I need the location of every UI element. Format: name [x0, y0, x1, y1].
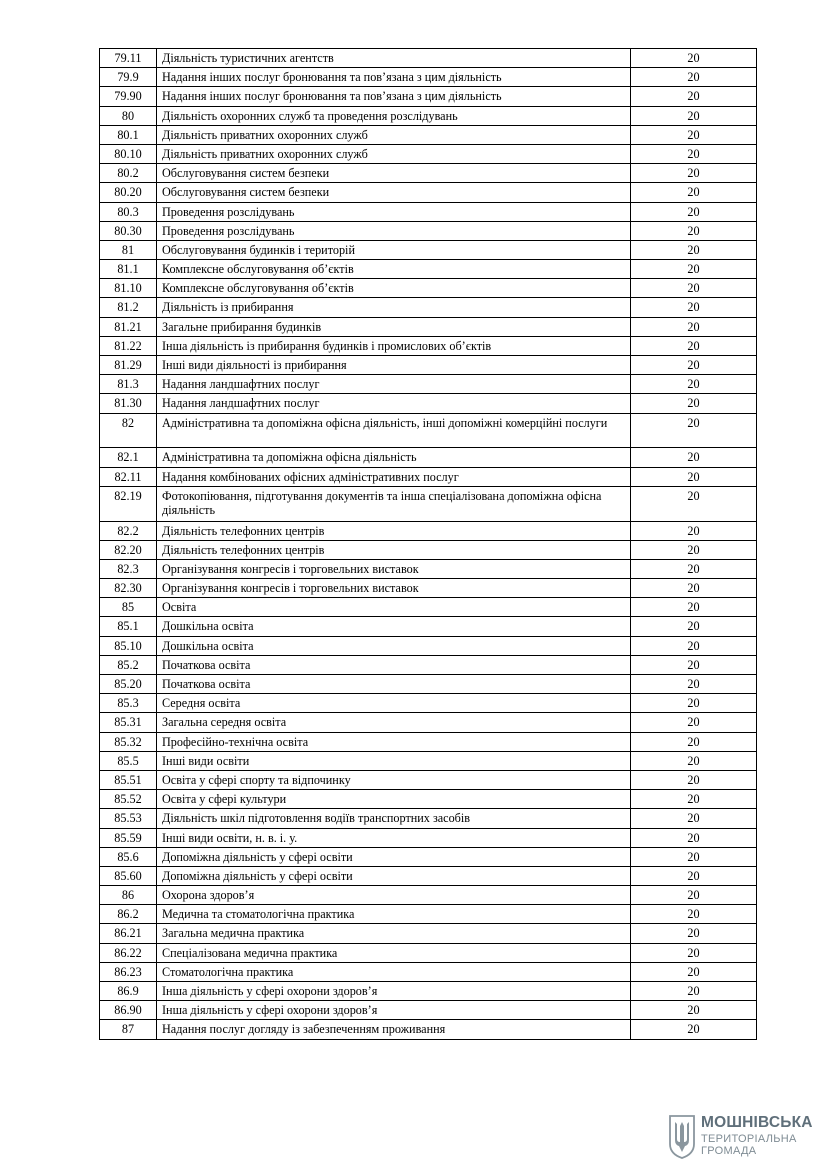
- code-cell: 86: [100, 886, 157, 905]
- rate-cell: 20: [631, 164, 757, 183]
- rate-cell: 20: [631, 106, 757, 125]
- table-row: [100, 413, 757, 448]
- table-row: [100, 164, 757, 183]
- table-row: [100, 87, 757, 106]
- activity-rates-table: [99, 48, 757, 1040]
- rate-cell: 20: [631, 260, 757, 279]
- name-cell: Початкова освіта: [157, 675, 631, 694]
- code-cell: 85.6: [100, 847, 157, 866]
- name-cell: Діяльність приватних охоронних служб: [157, 125, 631, 144]
- table-row: [100, 790, 757, 809]
- name-cell: Надання ландшафтних послуг: [157, 394, 631, 413]
- rate-cell: 20: [631, 202, 757, 221]
- code-cell: 80: [100, 106, 157, 125]
- name-cell: Загальна медична практика: [157, 924, 631, 943]
- name-cell: Діяльність телефонних центрів: [157, 521, 631, 540]
- table-row: [100, 144, 757, 163]
- code-cell: 82.2: [100, 521, 157, 540]
- code-cell: 79.90: [100, 87, 157, 106]
- table-row: [100, 943, 757, 962]
- code-cell: 86.21: [100, 924, 157, 943]
- code-cell: 82.20: [100, 540, 157, 559]
- name-cell: Початкова освіта: [157, 655, 631, 674]
- name-cell: Надання послуг догляду із забезпеченням проживання: [157, 1020, 631, 1039]
- rate-cell: 20: [631, 1001, 757, 1020]
- name-cell: Адміністративна та допоміжна офісна діяльність: [157, 448, 631, 467]
- table-row: [100, 486, 757, 521]
- name-cell: Діяльність із прибирання: [157, 298, 631, 317]
- name-cell: Середня освіта: [157, 694, 631, 713]
- code-cell: 85.53: [100, 809, 157, 828]
- table-row: [100, 905, 757, 924]
- name-cell: Діяльність телефонних центрів: [157, 540, 631, 559]
- code-cell: 79.11: [100, 49, 157, 68]
- table-row: [100, 579, 757, 598]
- name-cell: Охорона здоров’я: [157, 886, 631, 905]
- rate-cell: 20: [631, 598, 757, 617]
- rate-cell: 20: [631, 828, 757, 847]
- logo-line-2: ТЕРИТОРІАЛЬНА: [701, 1133, 797, 1145]
- logo-line-1: МОШНІВСЬКА: [701, 1114, 813, 1131]
- name-cell: Інша діяльність із прибирання будинків і промислових об’єктів: [157, 336, 631, 355]
- table-row: [100, 598, 757, 617]
- name-cell: Діяльність охоронних служб та проведення розслідувань: [157, 106, 631, 125]
- rate-cell: 20: [631, 49, 757, 68]
- code-cell: 80.10: [100, 144, 157, 163]
- rate-cell: 20: [631, 68, 757, 87]
- code-cell: 81.10: [100, 279, 157, 298]
- table-row: [100, 559, 757, 578]
- name-cell: Дошкільна освіта: [157, 617, 631, 636]
- rate-cell: 20: [631, 886, 757, 905]
- name-cell: Інші види освіти: [157, 751, 631, 770]
- name-cell: Допоміжна діяльність у сфері освіти: [157, 847, 631, 866]
- name-cell: Надання ландшафтних послуг: [157, 375, 631, 394]
- rate-cell: 20: [631, 298, 757, 317]
- code-cell: 85.51: [100, 770, 157, 789]
- name-cell: Дошкільна освіта: [157, 636, 631, 655]
- rate-cell: 20: [631, 317, 757, 336]
- name-cell: Надання інших послуг бронювання та пов’язана з цим діяльність: [157, 68, 631, 87]
- name-cell: Спеціалізована медична практика: [157, 943, 631, 962]
- table-row: [100, 1020, 757, 1039]
- code-cell: 82.19: [100, 486, 157, 521]
- code-cell: 82.3: [100, 559, 157, 578]
- code-cell: 80.20: [100, 183, 157, 202]
- table-row: [100, 732, 757, 751]
- name-cell: Медична та стоматологічна практика: [157, 905, 631, 924]
- rate-cell: 20: [631, 356, 757, 375]
- rate-cell: 20: [631, 559, 757, 578]
- table-row: [100, 260, 757, 279]
- code-cell: 80.2: [100, 164, 157, 183]
- table-row: [100, 106, 757, 125]
- rate-cell: 20: [631, 521, 757, 540]
- rate-cell: 20: [631, 87, 757, 106]
- rate-cell: 20: [631, 905, 757, 924]
- code-cell: 82.30: [100, 579, 157, 598]
- trident-emblem-icon: [668, 1114, 696, 1160]
- rate-cell: 20: [631, 924, 757, 943]
- logo-line-3: ГРОМАДА: [701, 1145, 757, 1157]
- table-body: [100, 49, 757, 1040]
- table-row: [100, 279, 757, 298]
- code-cell: 81.3: [100, 375, 157, 394]
- rate-cell: 20: [631, 943, 757, 962]
- code-cell: 85.20: [100, 675, 157, 694]
- table-row: [100, 298, 757, 317]
- code-cell: 81.30: [100, 394, 157, 413]
- name-cell: Освіта: [157, 598, 631, 617]
- code-cell: 81: [100, 240, 157, 259]
- table-row: [100, 202, 757, 221]
- rate-cell: 20: [631, 540, 757, 559]
- rate-cell: 20: [631, 790, 757, 809]
- code-cell: 80.30: [100, 221, 157, 240]
- rate-cell: 20: [631, 982, 757, 1001]
- code-cell: 82: [100, 413, 157, 448]
- rate-cell: 20: [631, 732, 757, 751]
- code-cell: 85.10: [100, 636, 157, 655]
- table-row: [100, 521, 757, 540]
- table-row: [100, 751, 757, 770]
- code-cell: 80.1: [100, 125, 157, 144]
- table-row: [100, 982, 757, 1001]
- code-cell: 85.31: [100, 713, 157, 732]
- code-cell: 85.5: [100, 751, 157, 770]
- table-row: [100, 221, 757, 240]
- name-cell: Інші види освіти, н. в. і. у.: [157, 828, 631, 847]
- code-cell: 80.3: [100, 202, 157, 221]
- code-cell: 85.52: [100, 790, 157, 809]
- name-cell: Обслуговування систем безпеки: [157, 164, 631, 183]
- table-row: [100, 125, 757, 144]
- rate-cell: 20: [631, 448, 757, 467]
- name-cell: Діяльність шкіл підготовлення водіїв транспортних засобів: [157, 809, 631, 828]
- rate-cell: 20: [631, 579, 757, 598]
- code-cell: 86.9: [100, 982, 157, 1001]
- rate-cell: 20: [631, 240, 757, 259]
- name-cell: Інша діяльність у сфері охорони здоров’я: [157, 982, 631, 1001]
- rate-cell: 20: [631, 713, 757, 732]
- name-cell: Діяльність приватних охоронних служб: [157, 144, 631, 163]
- table-row: [100, 770, 757, 789]
- name-cell: Інша діяльність у сфері охорони здоров’я: [157, 1001, 631, 1020]
- rate-cell: 20: [631, 751, 757, 770]
- table-row: [100, 886, 757, 905]
- name-cell: Організування конгресів і торговельних виставок: [157, 579, 631, 598]
- code-cell: 79.9: [100, 68, 157, 87]
- code-cell: 85.2: [100, 655, 157, 674]
- rate-cell: 20: [631, 636, 757, 655]
- rate-cell: 20: [631, 413, 757, 448]
- code-cell: 81.22: [100, 336, 157, 355]
- table-row: [100, 183, 757, 202]
- community-logo: [668, 1112, 818, 1162]
- name-cell: Діяльність туристичних агентств: [157, 49, 631, 68]
- name-cell: Проведення розслідувань: [157, 221, 631, 240]
- table-row: [100, 962, 757, 981]
- code-cell: 86.2: [100, 905, 157, 924]
- rate-cell: 20: [631, 486, 757, 521]
- name-cell: Надання інших послуг бронювання та пов’язана з цим діяльність: [157, 87, 631, 106]
- name-cell: Загальна середня освіта: [157, 713, 631, 732]
- name-cell: Освіта у сфері культури: [157, 790, 631, 809]
- rate-cell: 20: [631, 847, 757, 866]
- name-cell: Інші види діяльності із прибирання: [157, 356, 631, 375]
- name-cell: Освіта у сфері спорту та відпочинку: [157, 770, 631, 789]
- rate-cell: 20: [631, 125, 757, 144]
- code-cell: 85: [100, 598, 157, 617]
- table-row: [100, 809, 757, 828]
- rate-cell: 20: [631, 221, 757, 240]
- code-cell: 81.2: [100, 298, 157, 317]
- rate-cell: 20: [631, 694, 757, 713]
- table-row: [100, 356, 757, 375]
- name-cell: Обслуговування будинків і територій: [157, 240, 631, 259]
- table-row: [100, 636, 757, 655]
- code-cell: 86.90: [100, 1001, 157, 1020]
- code-cell: 82.1: [100, 448, 157, 467]
- name-cell: Допоміжна діяльність у сфері освіти: [157, 866, 631, 885]
- table-row: [100, 68, 757, 87]
- rate-cell: 20: [631, 962, 757, 981]
- name-cell: Обслуговування систем безпеки: [157, 183, 631, 202]
- code-cell: 86.23: [100, 962, 157, 981]
- table-row: [100, 924, 757, 943]
- rate-cell: 20: [631, 279, 757, 298]
- table-row: [100, 1001, 757, 1020]
- table-row: [100, 240, 757, 259]
- rate-cell: 20: [631, 467, 757, 486]
- code-cell: 82.11: [100, 467, 157, 486]
- code-cell: 85.60: [100, 866, 157, 885]
- name-cell: Професійно-технічна освіта: [157, 732, 631, 751]
- table-row: [100, 713, 757, 732]
- rate-cell: 20: [631, 144, 757, 163]
- name-cell: Надання комбінованих офісних адміністративних послуг: [157, 467, 631, 486]
- rate-cell: 20: [631, 617, 757, 636]
- table-row: [100, 448, 757, 467]
- name-cell: Адміністративна та допоміжна офісна діяльність, інші допоміжні комерційні послуги: [157, 413, 631, 448]
- code-cell: 85.1: [100, 617, 157, 636]
- name-cell: Стоматологічна практика: [157, 962, 631, 981]
- code-cell: 85.3: [100, 694, 157, 713]
- name-cell: Організування конгресів і торговельних виставок: [157, 559, 631, 578]
- table-row: [100, 540, 757, 559]
- table-row: [100, 694, 757, 713]
- code-cell: 85.59: [100, 828, 157, 847]
- name-cell: Комплексне обслуговування об’єктів: [157, 279, 631, 298]
- table-row: [100, 866, 757, 885]
- table-row: [100, 655, 757, 674]
- code-cell: 87: [100, 1020, 157, 1039]
- rate-cell: 20: [631, 375, 757, 394]
- name-cell: Фотокопіювання, підготування документів та інша спеціалізована допоміжна офісна діяльність: [157, 486, 631, 521]
- code-cell: 81.29: [100, 356, 157, 375]
- rate-cell: 20: [631, 183, 757, 202]
- table-row: [100, 828, 757, 847]
- rate-cell: 20: [631, 336, 757, 355]
- table-row: [100, 675, 757, 694]
- name-cell: Комплексне обслуговування об’єктів: [157, 260, 631, 279]
- rate-cell: 20: [631, 866, 757, 885]
- name-cell: Проведення розслідувань: [157, 202, 631, 221]
- code-cell: 86.22: [100, 943, 157, 962]
- rate-cell: 20: [631, 394, 757, 413]
- rate-cell: 20: [631, 1020, 757, 1039]
- code-cell: 81.21: [100, 317, 157, 336]
- rate-cell: 20: [631, 770, 757, 789]
- table-row: [100, 617, 757, 636]
- rate-cell: 20: [631, 655, 757, 674]
- rate-cell: 20: [631, 809, 757, 828]
- table-row: [100, 847, 757, 866]
- code-cell: 81.1: [100, 260, 157, 279]
- table-row: [100, 467, 757, 486]
- table-row: [100, 375, 757, 394]
- table-row: [100, 317, 757, 336]
- rate-cell: 20: [631, 675, 757, 694]
- table-row: [100, 49, 757, 68]
- name-cell: Загальне прибирання будинків: [157, 317, 631, 336]
- code-cell: 85.32: [100, 732, 157, 751]
- table-row: [100, 336, 757, 355]
- table-row: [100, 394, 757, 413]
